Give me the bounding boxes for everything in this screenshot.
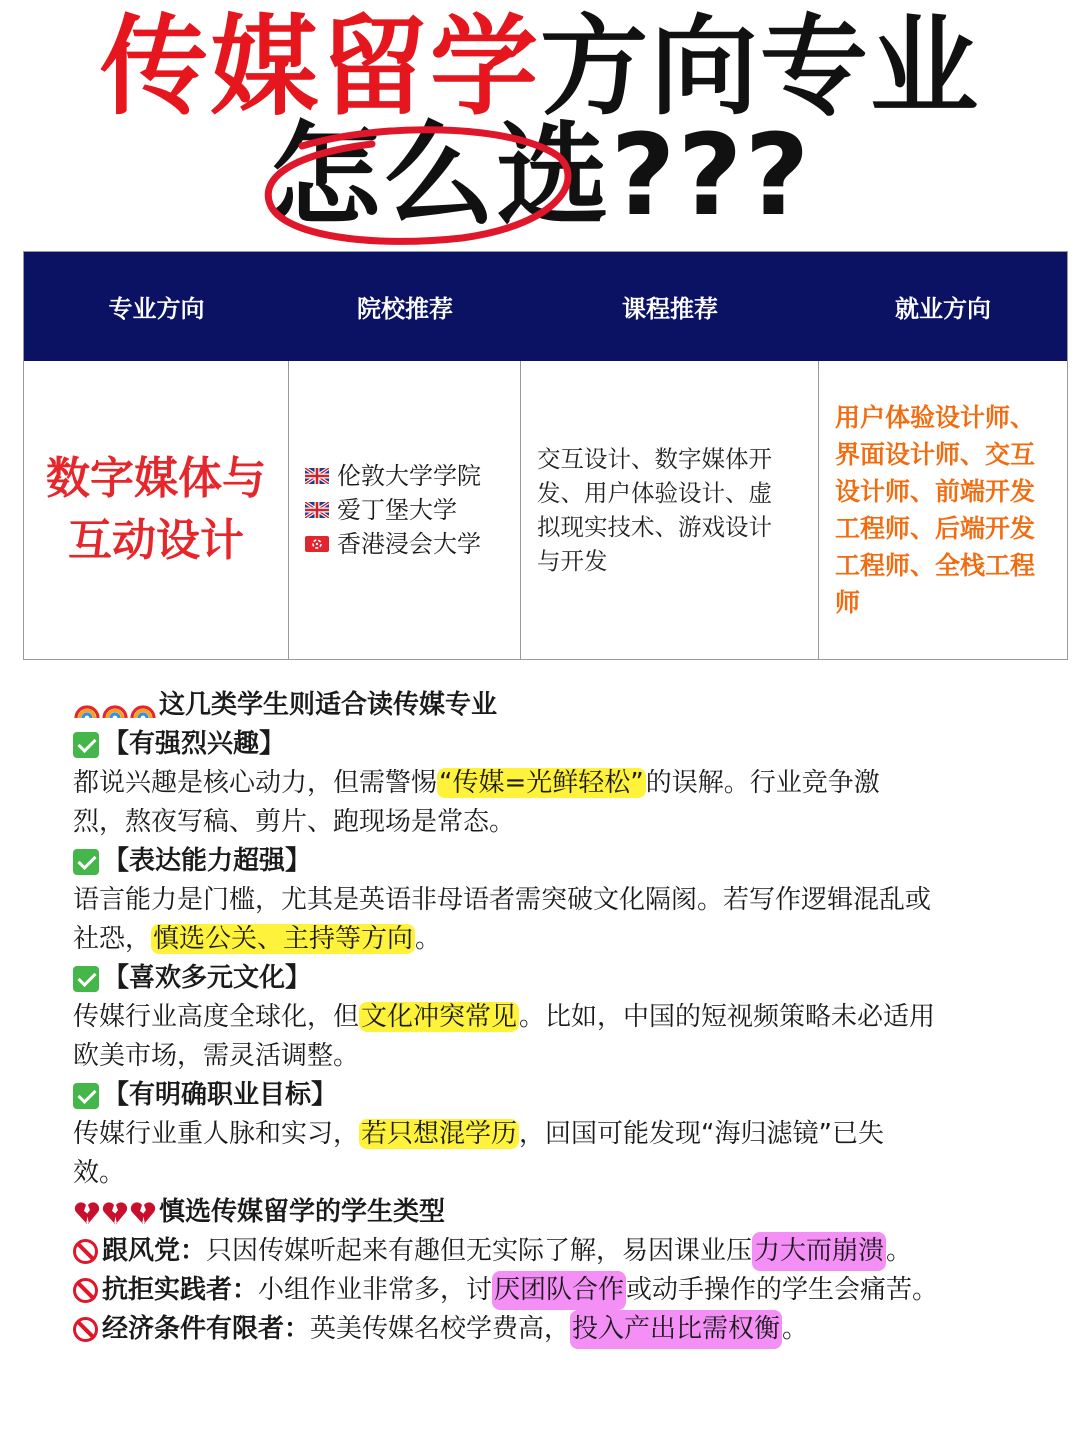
text-segment: 。 bbox=[782, 1314, 809, 1344]
text-segment: 语言能力是门槛，尤其是英语非母语者需突破文化隔阂。若写作逻辑混乱或 bbox=[73, 885, 932, 915]
highlight-text: 投入产出比需权衡 bbox=[570, 1310, 782, 1349]
text-segment: 。比如，中国的短视频策略未必适用 bbox=[519, 1002, 936, 1032]
caution-label: 经济条件有限者： bbox=[102, 1314, 311, 1344]
text-segment: 。 bbox=[886, 1236, 913, 1266]
checkmark-icon bbox=[73, 849, 99, 875]
school-name: 爱丁堡大学 bbox=[337, 496, 457, 524]
caution-label: 抗拒实践者： bbox=[102, 1275, 259, 1305]
cell-courses bbox=[521, 361, 819, 659]
checkmark-icon bbox=[73, 732, 99, 758]
prohibited-icon bbox=[73, 1239, 98, 1264]
red-circle-scribble-icon bbox=[262, 118, 582, 248]
item-title-text: 【表达能力超强】 bbox=[103, 846, 312, 876]
title-line2-text: 怎么选??? bbox=[268, 111, 812, 241]
school-item bbox=[305, 527, 481, 561]
text-segment: ，回国可能发现“海归滤镜”已失 bbox=[519, 1119, 884, 1149]
highlight-text: “传媒=光鲜轻松” bbox=[439, 768, 644, 798]
header-jobs: 就业方向 bbox=[895, 295, 991, 323]
suitable-item-title bbox=[73, 959, 1033, 998]
caution-label: 跟风党： bbox=[102, 1236, 207, 1266]
course-line: 发、用户体验设计、虚 bbox=[537, 479, 772, 507]
table-row bbox=[24, 361, 1067, 659]
text-segment: 效。 bbox=[73, 1158, 126, 1188]
item-text-line bbox=[73, 764, 1033, 803]
text-segment: 都说兴趣是核心动力，但需警惕 bbox=[73, 768, 438, 798]
highlight-text: 厌团队合作 bbox=[492, 1271, 626, 1310]
job-line: 用户体验设计师、 bbox=[835, 403, 1036, 432]
job-line: 工程师、后端开发 bbox=[835, 514, 1036, 543]
item-text-line bbox=[73, 1037, 1033, 1076]
item-text-line bbox=[73, 803, 1033, 842]
course-line: 拟现实技术、游戏设计 bbox=[537, 513, 772, 541]
highlight-text: 力大而崩溃 bbox=[752, 1232, 886, 1271]
job-line: 界面设计师、交互 bbox=[835, 440, 1036, 469]
prohibited-icon bbox=[73, 1317, 98, 1342]
caution-heading bbox=[73, 1193, 1033, 1232]
cell-major bbox=[24, 361, 289, 659]
item-text-line bbox=[73, 1115, 1033, 1154]
uk-flag-icon bbox=[305, 468, 329, 484]
suitable-heading bbox=[73, 686, 1033, 725]
text-segment: 只因传媒听起来有趣但无实际了解，易因课业压 bbox=[206, 1236, 753, 1266]
title-black-text: 方向专业 bbox=[540, 5, 981, 130]
school-item bbox=[305, 493, 481, 527]
course-line: 交互设计、数字媒体开 bbox=[537, 445, 772, 473]
caution-item bbox=[73, 1310, 1033, 1349]
major-table bbox=[23, 251, 1068, 660]
major-line: 互动设计 bbox=[68, 515, 244, 566]
body-section bbox=[73, 686, 1033, 1349]
text-segment: 社恐， bbox=[73, 924, 152, 954]
suitable-heading-text: 这几类学生则适合读传媒专业 bbox=[159, 690, 498, 720]
text-segment: 烈，熬夜写稿、剪片、跑现场是常态。 bbox=[73, 807, 516, 837]
text-segment: 或动手操作的学生会痛苦。 bbox=[626, 1275, 939, 1305]
header-courses: 课程推荐 bbox=[622, 295, 718, 323]
highlight-text: 慎选公关、主持等方向 bbox=[153, 924, 414, 954]
checkmark-icon bbox=[73, 1083, 99, 1109]
item-title-text: 【喜欢多元文化】 bbox=[103, 963, 312, 993]
course-line: 与开发 bbox=[537, 547, 608, 575]
job-line: 师 bbox=[835, 588, 861, 617]
school-name: 伦敦大学学院 bbox=[337, 462, 481, 490]
table-header bbox=[24, 252, 1067, 361]
broken-heart-icon bbox=[73, 1200, 157, 1226]
header-major: 专业方向 bbox=[108, 295, 205, 323]
text-segment: 传媒行业高度全球化，但 bbox=[73, 1002, 360, 1032]
highlight-text: 若只想混学历 bbox=[361, 1119, 518, 1149]
text-segment: 英美传媒名校学费高， bbox=[310, 1314, 571, 1344]
job-line: 设计师、前端开发 bbox=[835, 477, 1036, 506]
item-title-text: 【有强烈兴趣】 bbox=[103, 729, 286, 759]
hk-flag-icon bbox=[305, 536, 329, 552]
caution-item bbox=[73, 1232, 1033, 1271]
text-segment: 。 bbox=[415, 924, 442, 954]
item-title-text: 【有明确职业目标】 bbox=[103, 1080, 338, 1110]
item-text-line bbox=[73, 1154, 1033, 1193]
cell-jobs bbox=[819, 361, 1067, 659]
major-line: 数字媒体与 bbox=[46, 453, 266, 504]
caution-item bbox=[73, 1271, 1033, 1310]
job-line: 工程师、全栈工程 bbox=[835, 551, 1036, 580]
suitable-item-title bbox=[73, 725, 1033, 764]
prohibited-icon bbox=[73, 1278, 98, 1303]
suitable-item-title bbox=[73, 842, 1033, 881]
item-text-line bbox=[73, 920, 1033, 959]
rainbow-icon bbox=[73, 692, 157, 720]
item-text-line bbox=[73, 881, 1033, 920]
highlight-text: 文化冲突常见 bbox=[361, 1002, 518, 1032]
page-title-line1 bbox=[0, 5, 1080, 130]
uk-flag-icon bbox=[305, 502, 329, 518]
suitable-item-title bbox=[73, 1076, 1033, 1115]
text-segment: 小组作业非常多，讨 bbox=[258, 1275, 493, 1305]
school-item bbox=[305, 459, 481, 493]
header-schools: 院校推荐 bbox=[357, 295, 453, 323]
cell-schools bbox=[289, 361, 521, 659]
caution-heading-text: 慎选传媒留学的学生类型 bbox=[159, 1197, 446, 1227]
title-red-text: 传媒留学 bbox=[99, 5, 540, 130]
text-segment: 传媒行业重人脉和实习， bbox=[73, 1119, 360, 1149]
text-segment: 的误解。行业竞争激 bbox=[645, 768, 880, 798]
school-name: 香港浸会大学 bbox=[337, 530, 481, 558]
text-segment: 欧美市场，需灵活调整。 bbox=[73, 1041, 360, 1071]
item-text-line bbox=[73, 998, 1033, 1037]
checkmark-icon bbox=[73, 966, 99, 992]
